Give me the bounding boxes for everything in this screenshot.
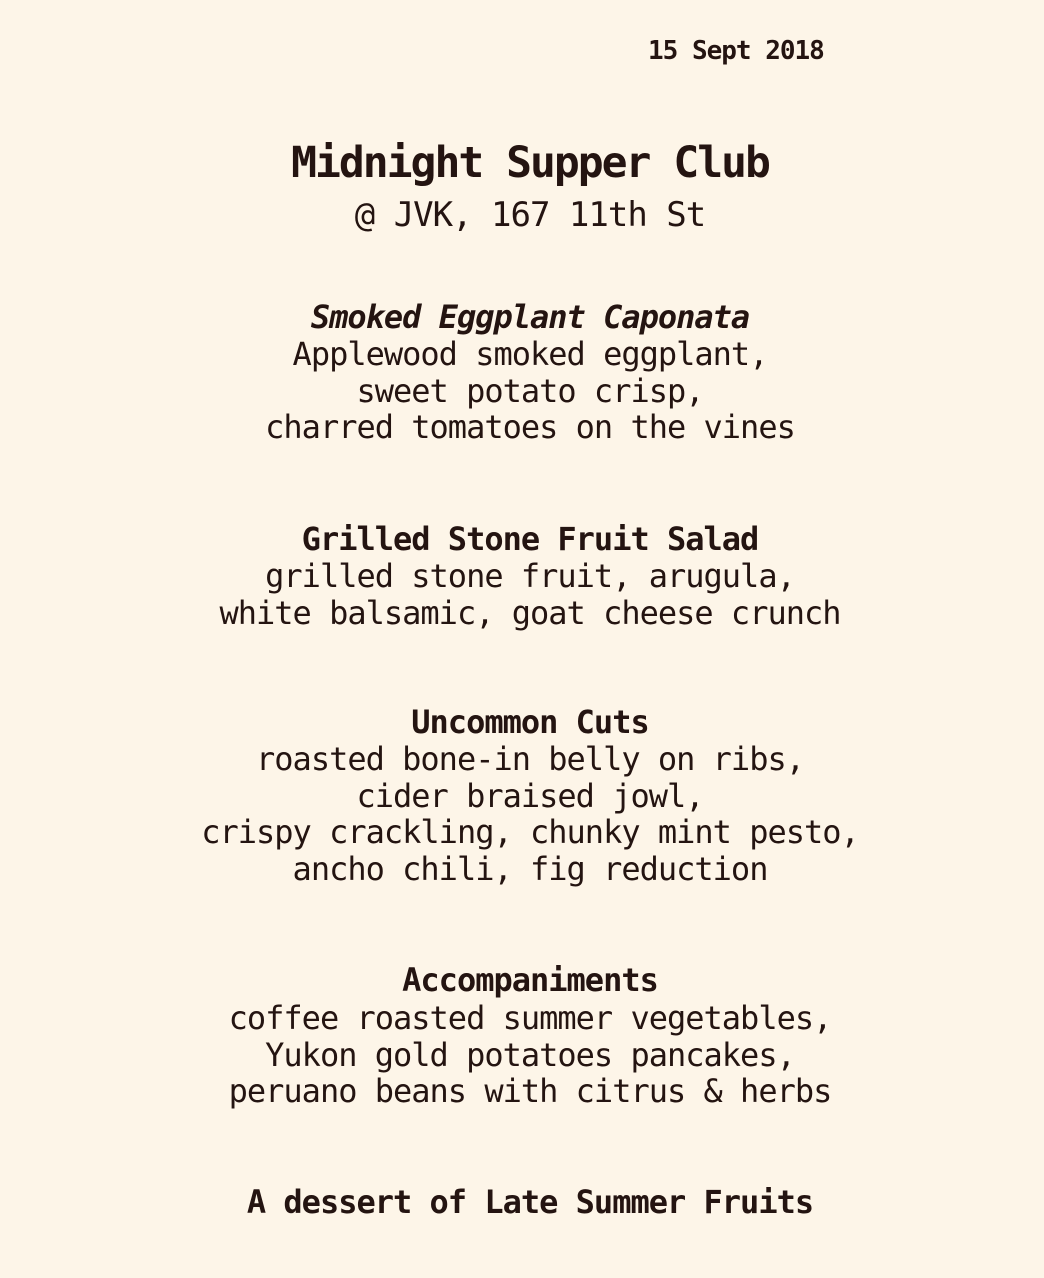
course-description bbox=[0, 336, 1044, 446]
course-title: Grilled Stone Fruit Salad bbox=[301, 520, 759, 558]
description-line: sweet potato crisp, bbox=[356, 371, 704, 410]
venue-address: @ JVK, 167 11th St bbox=[354, 195, 706, 235]
description-line: white balsamic, goat cheese crunch bbox=[219, 593, 841, 632]
description-line: coffee roasted summer vegetables, bbox=[228, 999, 832, 1037]
menu-title: Midnight Supper Club bbox=[291, 138, 769, 188]
course-description bbox=[0, 1000, 1044, 1110]
description-line: roasted bone-in belly on ribs, bbox=[256, 740, 804, 778]
description-line: crispy crackling, chunky mint pesto, bbox=[201, 813, 859, 851]
description-line: Applewood smoked eggplant, bbox=[292, 335, 768, 373]
course-description bbox=[0, 741, 1044, 887]
description-line: peruano beans with citrus & herbs bbox=[228, 1072, 832, 1110]
description-line: grilled stone fruit, arugula, bbox=[265, 557, 795, 595]
dessert-line: A dessert of Late Summer Fruits bbox=[246, 1183, 814, 1221]
description-line: ancho chili, fig reduction bbox=[292, 849, 768, 888]
course-title: Smoked Eggplant Caponata bbox=[310, 298, 750, 336]
course-title: Accompaniments bbox=[402, 961, 658, 999]
description-line: Yukon gold potatoes pancakes, bbox=[265, 1035, 795, 1074]
description-line: charred tomatoes on the vines bbox=[265, 408, 795, 446]
menu-date: 15 Sept 2018 bbox=[648, 36, 824, 66]
course-title: Uncommon Cuts bbox=[411, 703, 649, 741]
course-description bbox=[0, 558, 1044, 631]
description-line: cider braised jowl, bbox=[356, 776, 704, 815]
